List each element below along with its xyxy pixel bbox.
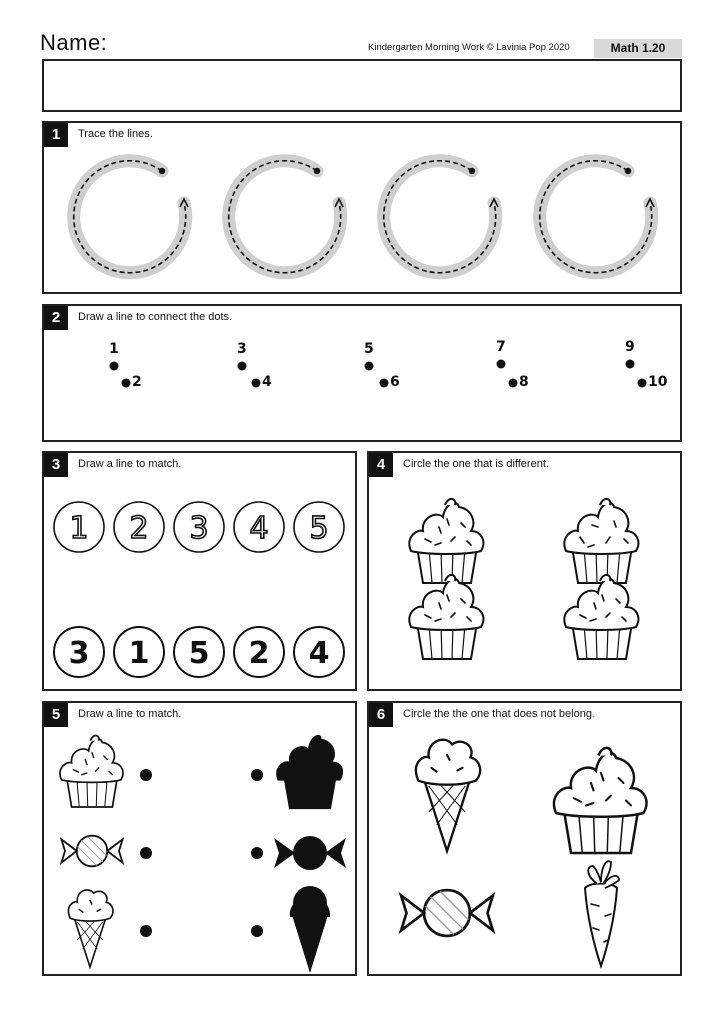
dot-7[interactable]	[497, 360, 506, 369]
top-number-1[interactable]: 1	[69, 511, 89, 546]
dot-4[interactable]	[252, 379, 261, 388]
dot-8[interactable]	[509, 379, 518, 388]
credit-text: Kindergarten Morning Work © Lavinia Pop 2020	[368, 42, 570, 53]
candy-silhouette-icon	[274, 836, 346, 870]
dot-label-5: 5	[364, 341, 374, 357]
trace-path-3[interactable]	[384, 161, 498, 273]
section-number: 2	[44, 306, 68, 330]
section-instruction: Draw a line to match.	[78, 458, 182, 470]
top-number-3[interactable]: 3	[189, 511, 209, 546]
trace-path-1[interactable]	[74, 161, 188, 273]
section-number: 4	[369, 453, 393, 477]
cupcake-icon[interactable]	[60, 736, 123, 807]
match-dot-left-3[interactable]	[140, 925, 152, 937]
dot-10[interactable]	[638, 379, 647, 388]
candy-icon[interactable]	[401, 890, 493, 936]
section-3	[42, 451, 357, 691]
cupcake-icon[interactable]	[409, 499, 483, 583]
match-dot-left-2[interactable]	[140, 847, 152, 859]
candy-icon[interactable]	[61, 836, 122, 867]
top-number-4[interactable]: 4	[249, 511, 269, 546]
dot-5[interactable]	[365, 362, 374, 371]
cupcake-icon[interactable]	[564, 499, 638, 583]
ice-cream-icon[interactable]	[69, 890, 113, 967]
trace-path-2[interactable]	[229, 161, 343, 273]
dot-label-2: 2	[132, 374, 142, 390]
dot-2[interactable]	[122, 379, 131, 388]
section-number: 3	[44, 453, 68, 477]
dot-label-6: 6	[390, 374, 400, 390]
match-dot-right-1[interactable]	[251, 769, 263, 781]
bottom-number-3[interactable]: 5	[188, 636, 210, 671]
cupcake-icon[interactable]	[564, 575, 638, 659]
dot-label-10: 10	[648, 374, 668, 390]
section-5	[42, 701, 357, 976]
cupcake-silhouette-icon	[276, 735, 343, 809]
dot-label-7: 7	[496, 339, 506, 355]
section-number: 1	[44, 123, 68, 147]
dot-3[interactable]	[238, 362, 247, 371]
name-input-box[interactable]	[42, 59, 682, 112]
section-instruction: Circle the the one that does not belong.	[403, 708, 596, 720]
name-label: Name:	[40, 30, 108, 55]
section-instruction: Draw a line to connect the dots.	[78, 311, 233, 323]
section-4	[367, 451, 682, 691]
dot-label-9: 9	[625, 339, 635, 355]
bottom-number-2[interactable]: 1	[128, 636, 150, 671]
section-instruction: Draw a line to match.	[78, 708, 182, 720]
ice-cream-silhouette-icon	[290, 886, 330, 973]
section-6	[367, 701, 682, 976]
section-2	[42, 304, 682, 442]
dot-label-1: 1	[109, 341, 119, 357]
trace-path-4[interactable]	[540, 161, 654, 273]
section-number: 6	[369, 703, 393, 727]
match-dot-left-1[interactable]	[140, 769, 152, 781]
bottom-number-4[interactable]: 2	[248, 636, 270, 671]
match-dot-right-2[interactable]	[251, 847, 263, 859]
top-number-2[interactable]: 2	[129, 511, 149, 546]
dot-6[interactable]	[380, 379, 389, 388]
bottom-number-5[interactable]: 4	[308, 636, 330, 671]
carrot-icon[interactable]	[585, 861, 619, 966]
cupcake-icon[interactable]	[409, 575, 483, 659]
section-1	[42, 121, 682, 294]
match-dot-right-3[interactable]	[251, 925, 263, 937]
dot-1[interactable]	[110, 362, 119, 371]
worksheet-badge: Math 1.20	[594, 39, 682, 58]
section-instruction: Trace the lines.	[78, 128, 153, 140]
top-number-5[interactable]: 5	[309, 511, 329, 546]
dot-label-4: 4	[262, 374, 272, 390]
section-number: 5	[44, 703, 68, 727]
section-instruction: Circle the one that is different.	[403, 458, 549, 470]
ice-cream-icon[interactable]	[416, 740, 480, 851]
bottom-number-1[interactable]: 3	[68, 636, 90, 671]
dot-9[interactable]	[626, 360, 635, 369]
cupcake-icon[interactable]	[554, 748, 647, 853]
dot-label-8: 8	[519, 374, 529, 390]
dot-label-3: 3	[237, 341, 247, 357]
